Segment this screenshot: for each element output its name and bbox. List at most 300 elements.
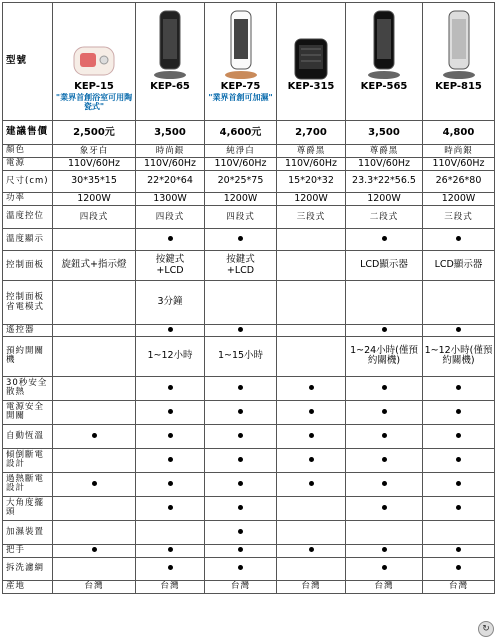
cell-overheat [346,472,423,496]
cell-power-source [136,158,205,171]
cell-handle [423,544,495,557]
row-label: 30秒安全散熱 [3,376,53,400]
cell-value: 110V/60Hz [432,157,485,169]
feature-dot-icon [456,457,461,462]
row-label: 顏色 [3,145,53,158]
feature-dot-icon [238,236,243,241]
feature-dot-icon [168,481,173,486]
row-label: 控制面板省電模式 [3,281,53,325]
cell-filter [423,557,495,580]
cell-value: 2,700 [295,126,327,138]
cell-color [423,145,495,158]
model-header-row [3,3,495,121]
cell-price [136,121,205,145]
row-handle [3,544,495,557]
cell-remote [136,325,205,337]
cell-value: 1200W [441,192,476,204]
feature-dot-icon [382,409,387,414]
feature-dot-icon [456,433,461,438]
row-power-source [3,158,495,171]
row-humidify [3,520,495,544]
cell-power-safety [346,400,423,424]
cell-value: 30*35*15 [71,175,117,187]
model-header-cell [346,3,423,121]
feature-dot-icon [238,433,243,438]
product-photo [137,5,203,81]
row-safety-30s [3,376,495,400]
row-label: 自動恆溫 [3,424,53,448]
feature-dot-icon [456,409,461,414]
cell-wattage [136,193,205,206]
cell-wide-angle [423,496,495,520]
feature-dot-icon [382,547,387,552]
row-auto-temp [3,424,495,448]
row-power-safety [3,400,495,424]
cell-overheat [277,472,346,496]
heater-image [72,41,116,81]
cell-value: 110V/60Hz [143,157,197,169]
cell-power-safety [53,400,136,424]
row-filter [3,557,495,580]
cell-origin [53,580,136,593]
row-temp-display [3,229,495,251]
feature-dot-icon [382,433,387,438]
cell-wattage [277,193,346,206]
cell-value: 1~15小時 [217,349,264,361]
cell-temp-display [277,229,346,251]
heater-image [437,9,481,81]
cell-humidify [423,520,495,544]
cell-value: 1200W [77,192,111,204]
cell-price [205,121,277,145]
feature-dot-icon [456,385,461,390]
cell-value: 22*20*64 [147,175,193,187]
model-tagline: "業界首創可加濕" [208,92,273,102]
cell-wattage [53,193,136,206]
feature-dot-icon [238,481,243,486]
heater-image [148,9,192,81]
row-label: 溫度顯示 [3,229,53,251]
product-photo [424,5,493,81]
cell-size [205,171,277,193]
cell-temp-control [423,206,495,229]
cell-origin [136,580,205,593]
cell-handle [277,544,346,557]
cell-value: 26*26*80 [435,175,482,187]
feature-dot-icon [168,547,173,552]
cell-color [136,145,205,158]
cell-value: 4,600元 [219,126,262,138]
cell-auto-temp [346,424,423,448]
cell-value: 旋鈕式+指示燈 [61,259,127,271]
cell-filter [205,557,277,580]
cell-temp-control [346,206,423,229]
feature-dot-icon [168,385,173,390]
cell-value: 3,500 [154,126,186,138]
row-timer [3,336,495,376]
cell-humidify [205,520,277,544]
feature-dot-icon [238,547,243,552]
feature-dot-icon [92,433,97,438]
cell-power-source [423,158,495,171]
cell-overheat [423,472,495,496]
cell-filter [136,557,205,580]
row-label: 傾倒斷電設計 [3,448,53,472]
cell-value: 按鍵式 +LCD [155,253,185,276]
cell-panel [277,251,346,281]
cell-remote [277,325,346,337]
row-size [3,171,495,193]
cell-origin [277,580,346,593]
row-label: 溫度控位 [3,206,53,229]
cell-handle [205,544,277,557]
model-name: KEP-75 [220,81,261,92]
row-label: 功率 [3,193,53,206]
cell-power-saving [423,281,495,325]
cell-auto-temp [136,424,205,448]
cell-remote [205,325,277,337]
cell-value: 4,800 [442,126,475,138]
feature-dot-icon [309,385,314,390]
cell-value: 110V/60Hz [214,157,267,169]
cell-value: 23.3*22*56.5 [352,175,416,187]
cell-price [53,121,136,145]
row-tip-over [3,448,495,472]
cell-power-safety [277,400,346,424]
feature-dot-icon [382,565,387,570]
cell-value: 3,500 [368,126,400,138]
cell-tip-over [277,448,346,472]
feature-dot-icon [168,505,173,510]
feature-dot-icon [456,327,461,332]
row-label: 電源安全開關 [3,400,53,424]
cell-value: 四段式 [226,211,255,222]
row-label: 電源 [3,158,53,171]
cell-handle [53,544,136,557]
cell-remote [423,325,495,337]
cell-remote [53,325,136,337]
cell-temp-display [205,229,277,251]
feature-dot-icon [309,481,314,486]
cell-size [346,171,423,193]
cell-price [277,121,346,145]
feature-dot-icon [309,433,314,438]
feature-dot-icon [382,236,387,241]
cell-filter [277,557,346,580]
cell-value: 台灣 [84,581,104,592]
feature-dot-icon [238,505,243,510]
feature-dot-icon [456,547,461,552]
cell-size [53,171,136,193]
cell-temp-control [205,206,277,229]
row-label: 遙控器 [3,325,53,337]
cell-panel [136,251,205,281]
model-name: KEP-815 [435,81,482,92]
cell-power-saving [136,281,205,325]
feature-dot-icon [238,457,243,462]
cell-value: 尊爵黑 [296,145,326,156]
cell-auto-temp [423,424,495,448]
cell-power-source [205,158,277,171]
cell-value: 1300W [153,192,187,204]
cell-filter [53,557,136,580]
cell-value: 時尚銀 [155,145,185,156]
feature-dot-icon [168,236,173,241]
model-name: KEP-15 [74,81,114,92]
feature-dot-icon [456,236,461,241]
cell-wattage [346,193,423,206]
row-label: 把手 [3,544,53,557]
heater-image [362,9,406,81]
cell-value: LCD顯示器 [434,259,483,271]
cell-value: 20*25*75 [217,175,264,187]
feature-dot-icon [382,457,387,462]
cell-humidify [53,520,136,544]
cell-panel [205,251,277,281]
model-header-cell [423,3,495,121]
cell-humidify [346,520,423,544]
row-power-saving [3,281,495,325]
feature-dot-icon [92,547,97,552]
cell-value: 純淨白 [226,145,255,156]
row-label: 預約開關機 [3,336,53,376]
row-label: 加濕裝置 [3,520,53,544]
cell-value: 台灣 [160,581,180,592]
cell-temp-display [53,229,136,251]
cell-value: 1~12小時 [147,349,193,361]
cell-wide-angle [346,496,423,520]
cell-size [136,171,205,193]
cell-panel [53,251,136,281]
model-name: KEP-65 [150,81,190,92]
cell-safety-30s [423,376,495,400]
cell-value: 四段式 [155,211,185,222]
cell-wide-angle [136,496,205,520]
cell-safety-30s [277,376,346,400]
row-panel [3,251,495,281]
cell-price [423,121,495,145]
cell-temp-control [136,206,205,229]
model-name: KEP-565 [360,81,408,92]
cell-auto-temp [53,424,136,448]
cell-power-saving [53,281,136,325]
feature-dot-icon [238,409,243,414]
cell-value: 1200W [223,192,258,204]
cell-value: 110V/60Hz [284,157,338,169]
cell-power-source [277,158,346,171]
cell-value: 1200W [294,192,328,204]
feature-dot-icon [168,457,173,462]
cell-power-safety [423,400,495,424]
row-label: 拆洗濾網 [3,557,53,580]
cell-value: LCD顯示器 [360,259,408,271]
row-remote [3,325,495,337]
cell-tip-over [53,448,136,472]
product-photo [347,5,421,81]
cell-color [53,145,136,158]
feature-dot-icon [168,565,173,570]
feature-dot-icon [456,565,461,570]
row-price [3,121,495,145]
feature-dot-icon [92,481,97,486]
heater-comparison-table [2,2,495,594]
cell-tip-over [136,448,205,472]
cell-value: 1~24小時(僅預約關機) [350,344,418,367]
cell-value: 台灣 [374,581,394,592]
row-origin [3,580,495,593]
model-header-cell [136,3,205,121]
cell-value: 台灣 [301,581,321,592]
cell-temp-display [136,229,205,251]
cell-timer [136,336,205,376]
cell-timer [53,336,136,376]
cell-humidify [136,520,205,544]
cell-color [205,145,277,158]
cell-overheat [205,472,277,496]
feature-dot-icon [309,547,314,552]
cell-value: 1~12小時(僅預約關機) [424,344,493,367]
heater-image [289,9,333,81]
cell-price [346,121,423,145]
cell-power-saving [205,281,277,325]
feature-dot-icon [168,433,173,438]
cell-safety-30s [205,376,277,400]
model-header-cell [53,3,136,121]
cell-power-source [53,158,136,171]
cell-origin [423,580,495,593]
feature-dot-icon [456,505,461,510]
cell-auto-temp [277,424,346,448]
cell-power-saving [346,281,423,325]
cell-wide-angle [277,496,346,520]
cell-timer [205,336,277,376]
cell-power-safety [136,400,205,424]
cell-value: 時尚銀 [444,145,473,156]
cell-tip-over [423,448,495,472]
cell-safety-30s [136,376,205,400]
cell-power-safety [205,400,277,424]
feature-dot-icon [456,481,461,486]
row-label: 型號 [3,3,53,121]
feature-dot-icon [382,385,387,390]
cell-timer [277,336,346,376]
cell-handle [346,544,423,557]
cell-value: 110V/60Hz [357,157,411,169]
feature-dot-icon [168,409,173,414]
cell-timer [346,336,423,376]
product-photo [278,5,344,81]
heater-image [219,9,263,81]
row-label: 過熱斷電設計 [3,472,53,496]
cell-value: 三段式 [296,211,326,222]
cell-wattage [423,193,495,206]
cell-value: 三段式 [444,211,473,222]
cell-tip-over [205,448,277,472]
cell-tip-over [346,448,423,472]
cell-origin [205,580,277,593]
row-temp-control [3,206,495,229]
cell-size [423,171,495,193]
model-header-cell [205,3,277,121]
feature-dot-icon [238,385,243,390]
cell-power-saving [277,281,346,325]
feature-dot-icon [382,481,387,486]
cell-color [277,145,346,158]
cell-safety-30s [53,376,136,400]
cell-origin [346,580,423,593]
cell-temp-control [277,206,346,229]
cell-value: 象牙白 [79,145,109,156]
cell-temp-control [53,206,136,229]
cell-value: 按鍵式 +LCD [226,253,255,276]
cell-value: 2,500元 [73,126,115,138]
cell-remote [346,325,423,337]
cell-safety-30s [346,376,423,400]
rotate-icon[interactable]: ↻ [478,621,494,637]
cell-power-source [346,158,423,171]
cell-panel [423,251,495,281]
row-label: 尺寸(cm) [3,171,53,193]
feature-dot-icon [238,529,243,534]
row-overheat [3,472,495,496]
cell-overheat [136,472,205,496]
cell-panel [346,251,423,281]
cell-value: 台灣 [448,581,468,592]
model-header-cell [277,3,346,121]
row-wattage [3,193,495,206]
feature-dot-icon [382,327,387,332]
cell-value: 1200W [367,192,401,204]
feature-dot-icon [168,327,173,332]
row-label: 建議售價 [3,121,53,145]
cell-overheat [53,472,136,496]
row-color [3,145,495,158]
cell-temp-display [346,229,423,251]
feature-dot-icon [238,327,243,332]
cell-value: 3分鐘 [157,296,183,308]
cell-value: 四段式 [79,211,109,222]
cell-value: 15*20*32 [288,175,334,187]
cell-wide-angle [205,496,277,520]
cell-value: 台灣 [230,581,250,592]
feature-dot-icon [309,457,314,462]
row-label: 產地 [3,580,53,593]
feature-dot-icon [309,409,314,414]
row-label: 大角度擺頭 [3,496,53,520]
cell-auto-temp [205,424,277,448]
cell-timer [423,336,495,376]
feature-dot-icon [382,505,387,510]
product-photo [206,5,275,81]
product-photo [54,5,134,81]
cell-wide-angle [53,496,136,520]
row-label: 控制面板 [3,251,53,281]
cell-value: 尊爵黑 [369,145,399,156]
model-name: KEP-315 [287,81,335,92]
cell-value: 二段式 [369,211,399,222]
cell-humidify [277,520,346,544]
cell-filter [346,557,423,580]
cell-temp-display [423,229,495,251]
row-wide-angle [3,496,495,520]
model-tagline: "業界首創浴室可用陶瓷式" [55,92,133,111]
cell-handle [136,544,205,557]
cell-wattage [205,193,277,206]
cell-size [277,171,346,193]
cell-color [346,145,423,158]
cell-value: 110V/60Hz [67,157,121,169]
feature-dot-icon [238,565,243,570]
